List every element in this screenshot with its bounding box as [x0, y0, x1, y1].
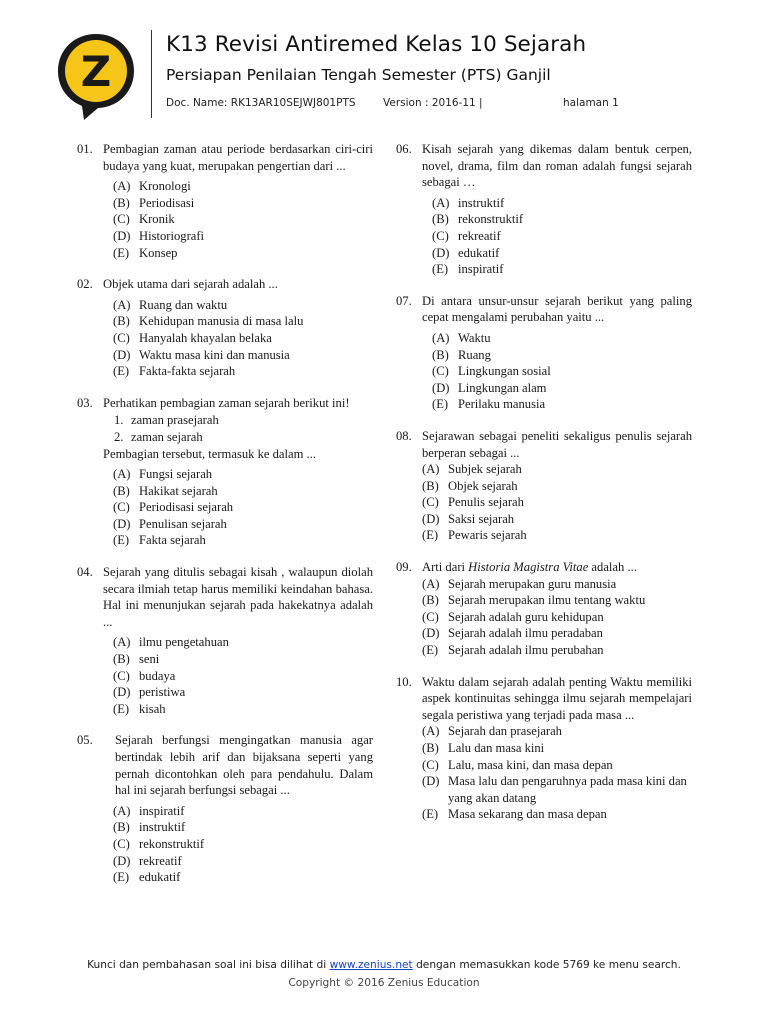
option-label: (B)	[113, 314, 130, 329]
option-text: Subjek sejarah	[448, 462, 522, 477]
option-text: Penulisan sejarah	[139, 516, 227, 531]
question-01	[77, 141, 373, 261]
question-note: Pembagian tersebut, termasuk ke dalam ...	[103, 446, 316, 461]
option-b	[113, 313, 373, 330]
question-04	[77, 564, 373, 717]
list-item-number: 2.	[114, 429, 124, 444]
option-text: Ruang	[458, 347, 491, 362]
option-label: (E)	[113, 533, 130, 548]
footer-note	[0, 959, 768, 971]
option-label: (C)	[432, 228, 449, 243]
option-text: Penulis sejarah	[448, 495, 524, 510]
list-item	[114, 429, 373, 446]
doc-title: K13 Revisi Antiremed Kelas 10 Sejarah	[166, 32, 587, 57]
option-b	[422, 592, 692, 609]
option-label: (C)	[422, 495, 439, 510]
option-list	[77, 803, 373, 886]
question-text-post: adalah ...	[588, 560, 637, 575]
option-text: instruktif	[139, 820, 186, 835]
option-text: rekreatif	[458, 228, 501, 243]
option-b	[113, 483, 373, 500]
option-text: Periodisasi sejarah	[139, 500, 234, 515]
option-d	[113, 516, 373, 533]
question-number: 10.	[396, 674, 412, 689]
option-label: (A)	[432, 330, 450, 345]
question-text: Perhatikan pembagian zaman sejarah berikut ini!	[103, 395, 350, 410]
question-text: Waktu dalam sejarah adalah penting Waktu memiliki aspek kontinuitas sehingga ilmu sejarah mempelajari segala peristiwa yang terjadi pada masa ...	[422, 674, 692, 722]
question-text: Kisah sejarah yang dikemas dalam bentuk cerpen, novel, drama, film dan roman adalah fungsi sejarah sebagai …	[422, 142, 692, 190]
option-list	[77, 178, 373, 261]
option-b	[422, 478, 692, 495]
footer-text-before: Kunci dan pembahasan soal ini bisa dilihat di	[87, 959, 330, 971]
option-a	[422, 576, 692, 593]
question-text: Sejarah yang ditulis sebagai kisah , walaupun diolah secara ilmiah tetap harus memiliki keindahan bahasa. Hal ini menunjukan sejarah pada hakekatnya adalah ...	[103, 565, 373, 629]
logo-letter: Z	[80, 47, 112, 96]
option-a	[113, 297, 373, 314]
zenius-logo-icon	[54, 30, 138, 122]
doc-name: Doc. Name: RK13AR10SEJWJ801PTS	[166, 97, 356, 109]
option-label: (E)	[422, 643, 439, 658]
option-text: peristiwa	[139, 685, 186, 700]
option-d	[113, 347, 373, 364]
question-text	[422, 559, 692, 576]
option-label: (A)	[422, 724, 440, 739]
question-text: Sejarah berfungsi mengingatkan manusia agar bertindak lebih arif dan bijaksana seperti yang pernah dicontohkan oleh para pendahulu. Dalam hal ini sejarah berfungsi sebagai ...	[115, 733, 373, 798]
option-text: Sejarah adalah ilmu perubahan	[448, 643, 604, 658]
option-d	[432, 380, 692, 397]
option-text: Lingkungan sosial	[458, 364, 551, 379]
option-e	[422, 642, 692, 659]
questions-left-column	[77, 141, 373, 901]
option-label: (C)	[113, 668, 130, 683]
option-a	[422, 461, 692, 478]
question-number: 03.	[77, 395, 93, 410]
option-text: Historiografi	[139, 228, 205, 243]
list-item-text: zaman prasejarah	[131, 413, 219, 428]
option-text: Sejarah merupakan guru manusia	[448, 576, 617, 591]
option-text: Waktu	[458, 330, 491, 345]
option-label: (B)	[432, 347, 449, 362]
option-label: (D)	[432, 380, 450, 395]
option-text: seni	[139, 652, 160, 667]
option-label: (B)	[422, 741, 439, 755]
option-text: Periodisasi	[139, 195, 195, 210]
question-number: 01.	[77, 142, 93, 156]
option-a	[432, 330, 692, 347]
question-08	[396, 428, 692, 544]
option-b	[432, 211, 692, 228]
question-10	[396, 674, 692, 823]
option-d	[432, 245, 692, 262]
zenius-link[interactable]: www.zenius.net	[329, 959, 413, 971]
question-05	[77, 732, 373, 885]
option-d	[422, 625, 692, 642]
option-label: (C)	[113, 330, 130, 345]
option-text: Fakta sejarah	[139, 533, 206, 548]
option-c	[113, 668, 373, 685]
option-c	[113, 499, 373, 516]
question-number: 08.	[396, 428, 412, 443]
doc-subtitle: Persiapan Penilaian Tengah Semester (PTS) Ganjil	[166, 66, 551, 84]
option-list	[396, 461, 692, 544]
option-text: budaya	[139, 668, 176, 683]
option-text: instruktif	[458, 195, 505, 210]
question-number: 05.	[77, 733, 93, 748]
option-text: rekonstruktif	[139, 836, 205, 851]
option-label: (D)	[432, 245, 450, 260]
option-text: Sejarah dan prasejarah	[448, 724, 562, 739]
option-text: Lalu dan masa kini	[448, 741, 545, 755]
option-label: (A)	[113, 179, 131, 194]
doc-version: Version : 2016-11 |	[383, 97, 483, 109]
option-label: (D)	[422, 774, 440, 789]
option-label: (B)	[113, 652, 130, 667]
option-c	[113, 211, 373, 228]
option-text: Fungsi sejarah	[139, 467, 213, 482]
option-text: Masa sekarang dan masa depan	[448, 807, 607, 822]
option-label: (B)	[422, 593, 439, 608]
question-02	[77, 276, 373, 380]
numbered-list	[103, 412, 373, 445]
question-number: 06.	[396, 142, 412, 156]
option-c	[422, 757, 692, 774]
option-label: (C)	[422, 609, 439, 624]
option-a	[432, 195, 692, 212]
option-text: Sejarah adalah guru kehidupan	[448, 609, 604, 624]
option-text: Kronik	[139, 212, 175, 227]
option-a	[113, 178, 373, 195]
option-text: inspiratif	[458, 262, 504, 277]
option-label: (E)	[113, 364, 130, 379]
option-e	[113, 532, 373, 549]
option-label: (A)	[113, 803, 131, 818]
option-text: kisah	[139, 701, 166, 716]
option-text: Lingkungan alam	[458, 380, 547, 395]
option-list	[77, 466, 373, 549]
option-label: (B)	[113, 820, 130, 835]
option-list	[77, 297, 373, 380]
option-label: (E)	[113, 701, 130, 716]
option-text: Perilaku manusia	[458, 397, 546, 412]
option-e	[113, 869, 373, 886]
option-list	[396, 576, 692, 659]
option-label: (A)	[113, 635, 131, 650]
option-text: Ruang dan waktu	[139, 297, 228, 312]
list-item-text: zaman sejarah	[131, 429, 203, 444]
option-label: (E)	[422, 807, 439, 822]
option-text: Masa lalu dan pengaruhnya pada masa kini dan yang akan datang	[448, 774, 687, 805]
option-text: ilmu pengetahuan	[139, 635, 229, 650]
question-number: 02.	[77, 277, 93, 292]
option-text: Hakikat sejarah	[139, 483, 218, 498]
question-text-pre: Arti dari	[422, 560, 469, 575]
question-text: Sejarawan sebagai peneliti sekaligus penulis sejarah berperan sebagai ...	[422, 428, 692, 460]
header-divider	[151, 30, 152, 118]
option-e	[113, 701, 373, 718]
option-a	[113, 634, 373, 651]
zenius-logo	[54, 30, 138, 122]
question-number: 09.	[396, 560, 412, 575]
option-e	[422, 527, 692, 544]
question-06	[396, 141, 692, 278]
option-e	[432, 396, 692, 413]
option-d	[422, 773, 692, 806]
option-b	[432, 347, 692, 364]
question-07	[396, 293, 692, 413]
question-text: Pembagian zaman atau periode berdasarkan ciri-ciri budaya yang kuat, merupakan pengertian dari ...	[103, 142, 373, 173]
option-label: (B)	[422, 478, 439, 493]
option-d	[113, 228, 373, 245]
option-e	[113, 245, 373, 262]
option-a	[422, 723, 692, 740]
option-text: Objek sejarah	[448, 478, 518, 493]
option-label: (C)	[113, 836, 130, 851]
option-a	[113, 466, 373, 483]
option-e	[432, 261, 692, 278]
option-label: (D)	[113, 685, 131, 700]
option-label: (E)	[432, 262, 449, 277]
option-label: (D)	[113, 228, 131, 243]
option-c	[432, 363, 692, 380]
option-text: Fakta-fakta sejarah	[139, 364, 236, 379]
option-label: (D)	[422, 626, 440, 641]
option-text: Kronologi	[139, 179, 191, 194]
question-number: 04.	[77, 565, 93, 580]
option-list	[77, 634, 373, 717]
option-label: (E)	[113, 245, 130, 260]
list-item-number: 1.	[114, 413, 124, 428]
option-text: rekonstruktif	[458, 212, 524, 227]
option-label: (C)	[422, 757, 439, 772]
option-label: (D)	[113, 853, 131, 868]
option-label: (D)	[422, 511, 440, 526]
option-e	[422, 806, 692, 823]
question-09	[396, 559, 692, 659]
option-d	[422, 511, 692, 528]
option-text: edukatif	[458, 245, 500, 260]
option-label: (E)	[113, 870, 130, 885]
option-text: Sejarah adalah ilmu peradaban	[448, 626, 603, 641]
option-list	[396, 330, 692, 413]
option-label: (D)	[113, 516, 131, 531]
option-label: (C)	[113, 500, 130, 515]
option-d	[113, 853, 373, 870]
option-text: edukatif	[139, 870, 181, 885]
option-label: (B)	[113, 195, 130, 210]
option-label: (A)	[113, 297, 131, 312]
option-e	[113, 363, 373, 380]
option-b	[422, 740, 692, 757]
question-text: Di antara unsur-unsur sejarah berikut yang paling cepat mengalami perubahan yaitu ...	[422, 293, 692, 325]
option-b	[113, 651, 373, 668]
option-label: (A)	[432, 195, 450, 210]
option-text: Kehidupan manusia di masa lalu	[139, 314, 304, 329]
question-extra	[77, 412, 373, 462]
question-03	[77, 395, 373, 549]
option-label: (E)	[422, 528, 439, 543]
copyright: Copyright © 2016 Zenius Education	[288, 977, 480, 989]
option-text: Waktu masa kini dan manusia	[139, 347, 290, 362]
option-label: (E)	[432, 397, 449, 412]
option-label: (A)	[422, 462, 440, 477]
option-label: (B)	[432, 212, 449, 227]
option-c	[432, 228, 692, 245]
option-list	[396, 723, 692, 823]
option-text: rekreatif	[139, 853, 182, 868]
option-text: Konsep	[139, 245, 178, 260]
option-text: Pewaris sejarah	[448, 528, 527, 543]
option-b	[113, 819, 373, 836]
option-a	[113, 803, 373, 820]
option-c	[422, 609, 692, 626]
question-text: Objek utama dari sejarah adalah ...	[103, 277, 278, 292]
option-c	[113, 836, 373, 853]
option-c	[113, 330, 373, 347]
option-d	[113, 684, 373, 701]
option-text: Saksi sejarah	[448, 511, 515, 526]
list-item	[114, 412, 373, 429]
option-label: (B)	[113, 483, 130, 498]
footer-text-after: dengan memasukkan kode 5769 ke menu search.	[412, 959, 681, 971]
option-label: (C)	[432, 364, 449, 379]
option-label: (A)	[422, 576, 440, 591]
question-number: 07.	[396, 293, 412, 308]
option-text: Lalu, masa kini, dan masa depan	[448, 757, 613, 772]
option-label: (A)	[113, 467, 131, 482]
option-list	[396, 195, 692, 278]
option-label: (D)	[113, 347, 131, 362]
question-text-italic: Historia Magistra Vitae	[468, 560, 589, 575]
option-text: Sejarah merupakan ilmu tentang waktu	[448, 593, 646, 608]
option-text: Hanyalah khayalan belaka	[139, 330, 272, 345]
option-c	[422, 494, 692, 511]
option-b	[113, 195, 373, 212]
questions-right-column	[396, 141, 692, 838]
page-number: halaman 1	[563, 97, 619, 109]
option-text: inspiratif	[139, 803, 185, 818]
option-label: (C)	[113, 212, 130, 227]
